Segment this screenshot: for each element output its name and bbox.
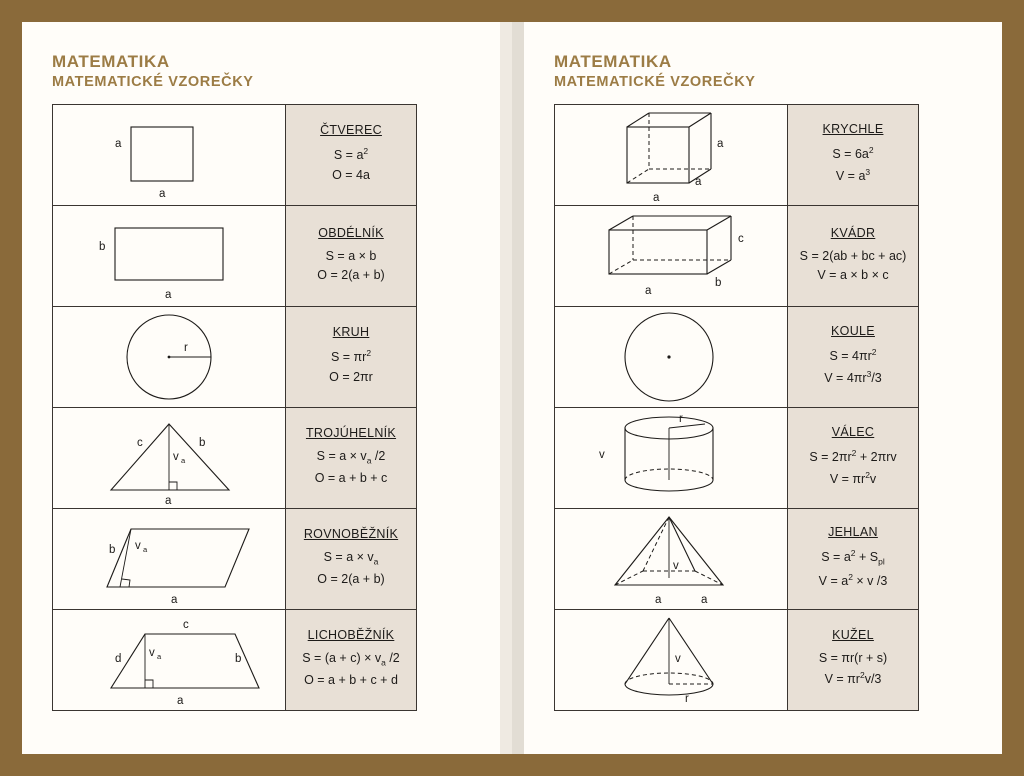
table-row	[53, 509, 417, 610]
formula-perimeter: O = 4a	[332, 167, 370, 182]
svg-text:a: a	[653, 192, 660, 204]
figure-cylinder	[555, 408, 788, 509]
formula-cell	[286, 509, 417, 610]
formula-area: $S = a^2$	[333, 146, 369, 163]
figure-rectangle	[53, 206, 286, 307]
svg-text:a: a	[177, 695, 184, 707]
svg-text:c: c	[738, 233, 744, 245]
svg-text:r: r	[685, 693, 689, 705]
page-title: MATEMATIKA	[52, 52, 170, 71]
svg-text:a: a	[695, 176, 702, 188]
svg-text:d: d	[115, 653, 122, 665]
svg-text:b: b	[199, 437, 206, 449]
svg-text:v: v	[173, 451, 179, 463]
table-row	[53, 408, 417, 509]
table-row	[53, 105, 417, 206]
formula-cell	[286, 206, 417, 307]
formula-surface: $S = 2\pi r^2 + 2\pi rv$	[809, 448, 897, 465]
formula-cell	[788, 105, 919, 206]
table-row	[555, 307, 919, 408]
book-cover-top-edge	[0, 0, 1024, 22]
svg-text:b: b	[235, 653, 242, 665]
formula-volume: $V = a^2 \times v$ /3	[818, 571, 888, 588]
formula-cell	[286, 307, 417, 408]
figure-triangle	[53, 408, 286, 509]
svg-text:v: v	[599, 449, 605, 461]
svg-text:b: b	[109, 544, 116, 556]
svg-text:b: b	[715, 277, 722, 289]
formula-cell	[788, 206, 919, 307]
svg-text:a: a	[157, 652, 162, 661]
formula-perimeter: O = a + b + c + d	[304, 672, 398, 687]
table-row	[555, 610, 919, 711]
svg-text:v: v	[149, 647, 155, 659]
formula-volume: $V = \pi r^2v$	[829, 469, 877, 486]
shape-name: KVÁDR	[830, 225, 876, 240]
formula-surface: $S = 4\pi r^2$	[829, 347, 877, 364]
page-subtitle: MATEMATICKÉ VZOREČKY	[52, 74, 254, 90]
formula-cell	[788, 307, 919, 408]
table-row	[53, 307, 417, 408]
formula-surface: S = πr(r + s)	[818, 651, 888, 666]
formula-table-plane-shapes	[52, 104, 417, 711]
formula-cell	[286, 610, 417, 711]
formula-area: $S = (a + c) \times v_a$ /2	[302, 651, 400, 668]
svg-text:a: a	[165, 289, 172, 301]
svg-text:b: b	[99, 241, 106, 253]
svg-text:v: v	[675, 653, 681, 665]
svg-text:a: a	[115, 138, 122, 150]
right-page	[524, 22, 1002, 754]
svg-text:c: c	[137, 437, 143, 449]
figure-sphere	[555, 307, 788, 408]
svg-text:c: c	[183, 619, 189, 631]
table-row	[555, 408, 919, 509]
svg-text:r: r	[184, 342, 188, 354]
table-row	[53, 610, 417, 711]
formula-perimeter: O = a + b + c	[314, 470, 388, 485]
svg-text:a: a	[645, 285, 652, 297]
book-cover-bottom-edge	[0, 754, 1024, 776]
svg-text:a: a	[143, 545, 148, 554]
formula-cell	[788, 509, 919, 610]
shape-name: KRYCHLE	[822, 122, 884, 137]
svg-text:a: a	[717, 138, 724, 150]
formula-volume: V = a × b × c	[817, 267, 889, 282]
figure-parallelogram	[53, 509, 286, 610]
svg-text:a: a	[655, 594, 662, 606]
shape-name: ROVNOBĚŽNÍK	[303, 527, 399, 542]
svg-text:r: r	[679, 413, 683, 425]
shape-name: JEHLAN	[828, 525, 878, 540]
formula-surface: S = 2(ab + bc + ac)	[799, 248, 907, 263]
formula-table-solids	[554, 104, 919, 711]
formula-area: $S = a \times v_a$ /2	[316, 449, 386, 466]
table-row	[555, 206, 919, 307]
formula-volume: $V = \pi r^2v/3$	[824, 670, 882, 687]
formula-cell	[788, 610, 919, 711]
formula-surface: $S = a^2 + S_{pl}$	[821, 548, 885, 567]
table-row	[53, 206, 417, 307]
table-row	[555, 105, 919, 206]
formula-cell	[286, 105, 417, 206]
svg-text:a: a	[171, 594, 178, 606]
shape-name: VÁLEC	[831, 425, 875, 440]
page-subtitle: MATEMATICKÉ VZOREČKY	[554, 74, 756, 90]
page-title: MATEMATIKA	[554, 52, 672, 71]
formula-surface: $S = 6a^2$	[832, 145, 874, 162]
shape-name: TROJÚHELNÍK	[305, 426, 397, 441]
table-row	[555, 509, 919, 610]
formula-area: $S = a \times v_a$	[323, 550, 379, 567]
figure-cuboid	[555, 206, 788, 307]
svg-text:a: a	[165, 495, 172, 507]
shape-name: ČTVEREC	[320, 123, 382, 138]
shape-name: KRUH	[332, 325, 370, 340]
formula-perimeter: O = 2(a + b)	[317, 571, 385, 586]
figure-circle	[53, 307, 286, 408]
formula-cell	[286, 408, 417, 509]
formula-cell	[788, 408, 919, 509]
svg-text:a: a	[181, 456, 186, 465]
shape-name: LICHOBĚŽNÍK	[307, 628, 395, 643]
formula-perimeter: O = 2(a + b)	[317, 267, 385, 282]
svg-text:a: a	[159, 188, 166, 200]
figure-cube	[555, 105, 788, 206]
left-page	[22, 22, 500, 754]
svg-text:a: a	[701, 594, 708, 606]
figure-pyramid	[555, 509, 788, 610]
shape-name: KOULE	[831, 324, 875, 339]
formula-perimeter: O = 2πr	[329, 369, 373, 384]
svg-text:v: v	[135, 540, 141, 552]
formula-volume: $V = a^3$	[835, 166, 871, 183]
figure-cone	[555, 610, 788, 711]
formula-volume: $V = 4\pi r^3/3$	[824, 368, 882, 385]
figure-square	[53, 105, 286, 206]
shape-name: KUŽEL	[832, 628, 874, 643]
svg-text:v: v	[673, 560, 679, 572]
figure-trapezoid	[53, 610, 286, 711]
formula-area: $S = \pi r^2$	[330, 348, 372, 365]
shape-name: OBDÉLNÍK	[318, 225, 384, 240]
formula-area: S = a × b	[325, 248, 377, 263]
